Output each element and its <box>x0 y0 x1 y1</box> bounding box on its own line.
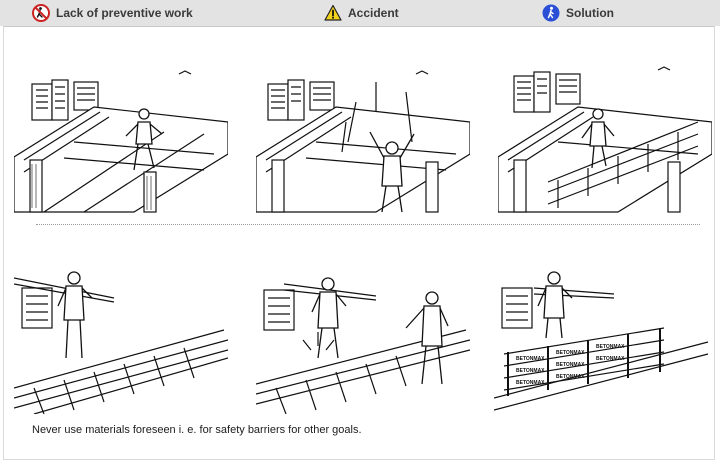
panel-accident-row1 <box>256 62 470 214</box>
header-solution <box>542 3 614 23</box>
barrier-label: BETONMAX <box>556 362 585 368</box>
illustration-beam-walk <box>14 62 228 214</box>
header-accident <box>324 3 399 23</box>
illustration-barrier-kept-in-place <box>494 258 712 414</box>
panel-lack-row2 <box>14 258 228 414</box>
barrier-label: BETONMAX <box>596 356 625 362</box>
row-divider <box>36 224 700 225</box>
walking-person-icon <box>542 4 560 22</box>
panel-accident-row2 <box>256 254 470 414</box>
barrier-label: BETONMAX <box>556 374 585 380</box>
barrier-label: BETONMAX <box>516 368 545 374</box>
panel-lack-row1 <box>14 62 228 214</box>
lack-label: Lack of preventive work <box>56 6 193 20</box>
illustration-fall-through-opening <box>256 62 470 214</box>
illustration-carrying-barrier-poles <box>14 258 228 414</box>
warning-triangle-icon <box>324 4 342 22</box>
no-walking-icon <box>32 4 50 22</box>
solution-label: Solution <box>566 6 614 20</box>
barrier-label: BETONMAX <box>516 356 545 362</box>
panel-solution-row2 <box>494 258 712 414</box>
illustration-guardrail-installed <box>498 62 712 214</box>
barrier-label: BETONMAX <box>556 350 585 356</box>
illustration-poles-taken-from-barrier <box>256 254 470 414</box>
header-lack <box>32 3 193 23</box>
barrier-label: BETONMAX <box>596 344 625 350</box>
caption: Never use materials foreseen i. e. for safety barriers for other goals. <box>32 424 362 436</box>
barrier-label: BETONMAX <box>516 380 545 386</box>
panel-solution-row1 <box>498 62 712 214</box>
accident-label: Accident <box>348 6 399 20</box>
